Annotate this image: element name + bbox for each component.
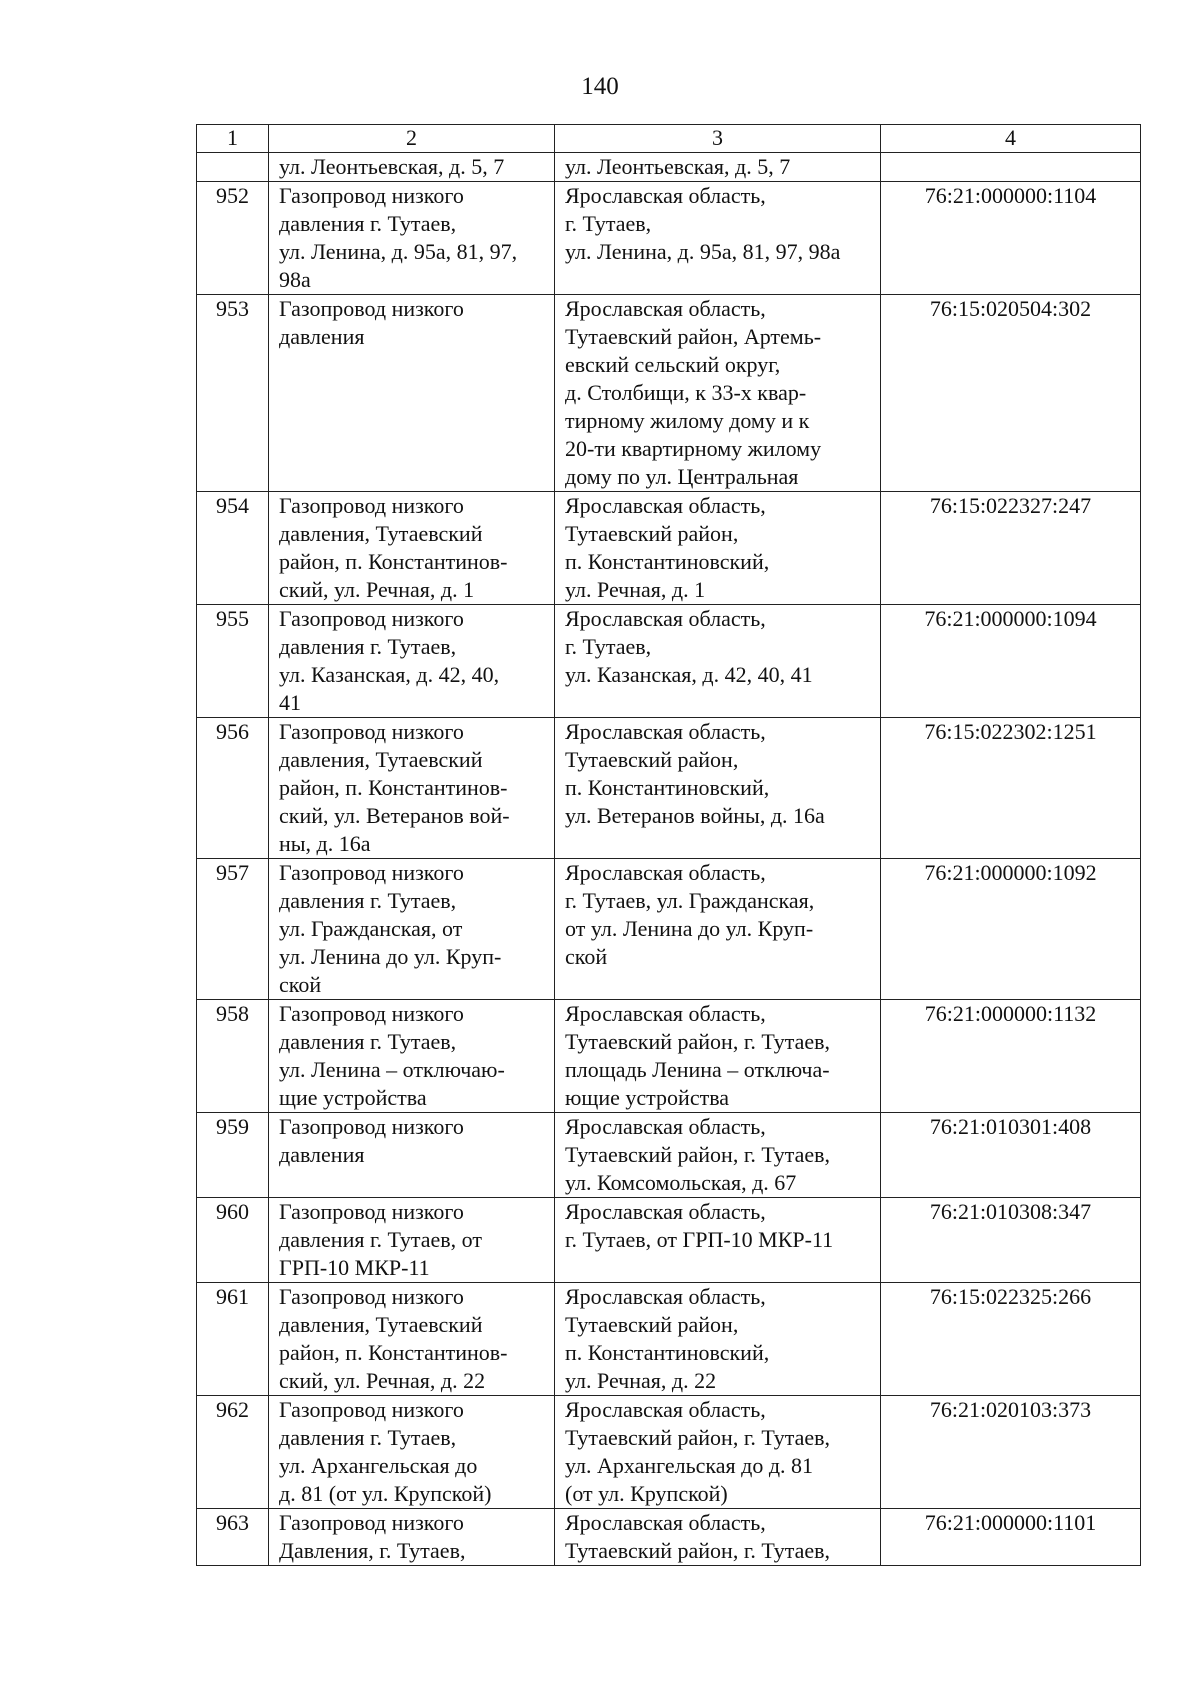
- table-row: [197, 182, 1141, 295]
- registry-table: [196, 124, 1141, 1566]
- address-cell: Ярославская область, Тутаевский район, г. Тутаев, ул. Архангельская до д. 81 (от ул. Крупской): [555, 1396, 881, 1509]
- row-number-cell: 961: [197, 1283, 269, 1396]
- object-name-cell: Газопровод низкого давления г. Тутаев, ул. Казанская, д. 42, 40, 41: [269, 605, 555, 718]
- object-name-cell: Газопровод низкого давления г. Тутаев, ул. Ленина – отключаю- щие устройства: [269, 1000, 555, 1113]
- cadastral-number-cell: [881, 153, 1141, 182]
- header-row: [197, 125, 1141, 153]
- address-cell: Ярославская область, г. Тутаев, ул. Ленина, д. 95а, 81, 97, 98а: [555, 182, 881, 295]
- object-name-cell: Газопровод низкого давления: [269, 1113, 555, 1198]
- object-name-cell: Газопровод низкого давления г. Тутаев, ул. Архангельская до д. 81 (от ул. Крупской): [269, 1396, 555, 1509]
- object-name-cell: ул. Леонтьевская, д. 5, 7: [269, 153, 555, 182]
- address-cell: Ярославская область, Тутаевский район, п. Константиновский, ул. Речная, д. 22: [555, 1283, 881, 1396]
- address-cell: Ярославская область, Тутаевский район, п. Константиновский, ул. Ветеранов войны, д. 16а: [555, 718, 881, 859]
- cadastral-number-cell: 76:15:020504:302: [881, 295, 1141, 492]
- column-header-3: 3: [555, 125, 881, 153]
- object-name-cell: Газопровод низкого давления: [269, 295, 555, 492]
- table-row: [197, 859, 1141, 1000]
- column-header-2: 2: [269, 125, 555, 153]
- table-row: [197, 1113, 1141, 1198]
- cadastral-number-cell: 76:21:000000:1101: [881, 1509, 1141, 1566]
- table-row: [197, 492, 1141, 605]
- table-row: [197, 1509, 1141, 1566]
- table-row: [197, 295, 1141, 492]
- page-number: 140: [581, 73, 619, 100]
- cadastral-number-cell: 76:21:020103:373: [881, 1396, 1141, 1509]
- address-cell: Ярославская область, г. Тутаев, ул. Гражданская, от ул. Ленина до ул. Круп- ской: [555, 859, 881, 1000]
- table-row: [197, 153, 1141, 182]
- object-name-cell: Газопровод низкого давления г. Тутаев, ул. Ленина, д. 95а, 81, 97, 98а: [269, 182, 555, 295]
- table-row: [197, 1198, 1141, 1283]
- cadastral-number-cell: 76:21:000000:1094: [881, 605, 1141, 718]
- table-row: [197, 1000, 1141, 1113]
- column-header-4: 4: [881, 125, 1141, 153]
- cadastral-number-cell: 76:15:022327:247: [881, 492, 1141, 605]
- cadastral-number-cell: 76:21:010308:347: [881, 1198, 1141, 1283]
- object-name-cell: Газопровод низкого давления г. Тутаев, ул. Гражданская, от ул. Ленина до ул. Круп- ской: [269, 859, 555, 1000]
- table-header: [197, 125, 1141, 153]
- cadastral-number-cell: 76:15:022325:266: [881, 1283, 1141, 1396]
- row-number-cell: 953: [197, 295, 269, 492]
- table-row: [197, 718, 1141, 859]
- table-row: [197, 1396, 1141, 1509]
- row-number-cell: 960: [197, 1198, 269, 1283]
- table-row: [197, 1283, 1141, 1396]
- address-cell: Ярославская область, г. Тутаев, ул. Казанская, д. 42, 40, 41: [555, 605, 881, 718]
- address-cell: Ярославская область, Тутаевский район, Артемь- евский сельский округ, д. Столбищи, к 33-х квар- тирному жилому дому и к 20-ти квартирному жилому дому по ул. Центральная: [555, 295, 881, 492]
- cadastral-number-cell: 76:21:000000:1092: [881, 859, 1141, 1000]
- row-number-cell: 952: [197, 182, 269, 295]
- row-number-cell: 955: [197, 605, 269, 718]
- object-name-cell: Газопровод низкого давления, Тутаевский район, п. Константинов- ский, ул. Ветеранов вой- ны, д. 16а: [269, 718, 555, 859]
- object-name-cell: Газопровод низкого давления, Тутаевский район, п. Константинов- ский, ул. Речная, д. 1: [269, 492, 555, 605]
- address-cell: Ярославская область, Тутаевский район, п. Константиновский, ул. Речная, д. 1: [555, 492, 881, 605]
- object-name-cell: Газопровод низкого давления, Тутаевский район, п. Константинов- ский, ул. Речная, д. 22: [269, 1283, 555, 1396]
- table-body: [197, 153, 1141, 1566]
- row-number-cell: 956: [197, 718, 269, 859]
- object-name-cell: Газопровод низкого давления г. Тутаев, от ГРП-10 МКР-11: [269, 1198, 555, 1283]
- row-number-cell: 963: [197, 1509, 269, 1566]
- address-cell: ул. Леонтьевская, д. 5, 7: [555, 153, 881, 182]
- row-number-cell: [197, 153, 269, 182]
- address-cell: Ярославская область, г. Тутаев, от ГРП-10 МКР-11: [555, 1198, 881, 1283]
- object-name-cell: Газопровод низкого Давления, г. Тутаев,: [269, 1509, 555, 1566]
- address-cell: Ярославская область, Тутаевский район, г. Тутаев, площадь Ленина – отключа- ющие устройства: [555, 1000, 881, 1113]
- address-cell: Ярославская область, Тутаевский район, г. Тутаев,: [555, 1509, 881, 1566]
- row-number-cell: 957: [197, 859, 269, 1000]
- row-number-cell: 959: [197, 1113, 269, 1198]
- cadastral-number-cell: 76:21:010301:408: [881, 1113, 1141, 1198]
- cadastral-number-cell: 76:21:000000:1104: [881, 182, 1141, 295]
- address-cell: Ярославская область, Тутаевский район, г. Тутаев, ул. Комсомольская, д. 67: [555, 1113, 881, 1198]
- row-number-cell: 958: [197, 1000, 269, 1113]
- row-number-cell: 962: [197, 1396, 269, 1509]
- cadastral-number-cell: 76:15:022302:1251: [881, 718, 1141, 859]
- row-number-cell: 954: [197, 492, 269, 605]
- cadastral-number-cell: 76:21:000000:1132: [881, 1000, 1141, 1113]
- table-row: [197, 605, 1141, 718]
- column-header-1: 1: [197, 125, 269, 153]
